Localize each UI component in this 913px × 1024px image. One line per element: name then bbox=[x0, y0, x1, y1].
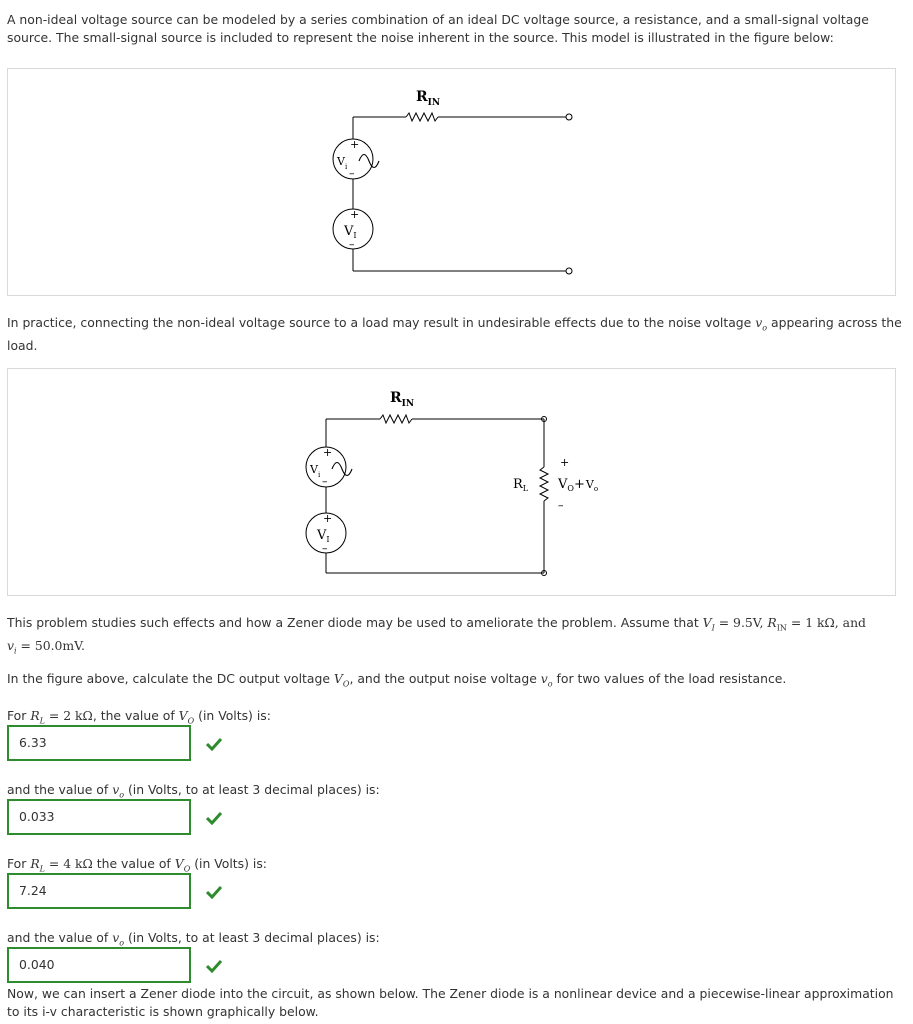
dc-plus-label-2: + bbox=[323, 512, 333, 525]
rin-label: R bbox=[416, 89, 428, 105]
intro-text: A non-ideal voltage source can be modeled by a series combination of an ideal DC voltage source, a resistance, and a small-signal voltage source. The small-signal source is included to represent the noise inherent in the source. This model is illustrated in the figure below: bbox=[7, 12, 869, 45]
ac-minus-label: – bbox=[349, 167, 355, 180]
problem-text: This problem studies such effects and how a Zener diode may be used to ameliorate the problem. Assume that $V_I = 9.5V$, $R_{IN} = 1$ kΩ, and $v_i = 50.0mV$. bbox=[7, 615, 866, 656]
question-3-label: For $R_L = 4$ kΩ the value of $V_O$ (in Volts) is: bbox=[7, 856, 267, 874]
answer-4-field[interactable]: 0.040 bbox=[7, 947, 191, 983]
svg-text:VI: $V_I$ bbox=[317, 528, 330, 544]
rin-label-2: R bbox=[390, 390, 402, 406]
answer-3-field[interactable]: 7.24 bbox=[7, 873, 191, 909]
check-icon bbox=[206, 885, 222, 899]
zener-text: Now, we can insert a Zener diode into the circuit, as shown below. The Zener diode is a nonlinear device and a piecewise-linear approximation to its i-v characteristic is shown graphically below. bbox=[7, 986, 894, 1019]
terminal-top bbox=[566, 114, 572, 120]
svg-text:RIN: $R_{IN}$ bbox=[390, 390, 415, 409]
vo-plus-label: + bbox=[560, 456, 570, 469]
question-2-label: and the value of $v_o$ (in Volts, to at least 3 decimal places) is: bbox=[7, 782, 380, 800]
question-1-label: For $R_L = 2$ kΩ, the value of $V_O$ (in Volts) is: bbox=[7, 708, 271, 726]
svg-text:VI: $V_I$ bbox=[344, 224, 357, 240]
check-icon bbox=[206, 811, 222, 825]
check-icon bbox=[206, 959, 222, 973]
vI-label: V bbox=[344, 224, 354, 239]
dc-plus-label: + bbox=[350, 208, 360, 221]
answer-2-field[interactable]: 0.033 bbox=[7, 799, 191, 835]
resistor-rl-symbol bbox=[540, 467, 548, 501]
practice-text: In practice, connecting the non-ideal voltage source to a load may result in undesirable effects due to the noise voltage $v_o$ appearing across the load. bbox=[7, 315, 902, 354]
question-4-label: and the value of $v_o$ (in Volts, to at least 3 decimal places) is: bbox=[7, 930, 380, 948]
resistor-rin-symbol bbox=[406, 113, 438, 121]
vi-label: V bbox=[337, 155, 345, 168]
svg-text:VO+Vo: $V_O+V_o$ bbox=[558, 477, 599, 493]
circuit-wires bbox=[353, 117, 566, 271]
answer-1-field[interactable]: 6.33 bbox=[7, 725, 191, 761]
ac-minus-label-2: – bbox=[322, 475, 328, 488]
figure-source-with-load bbox=[7, 368, 896, 596]
terminal-bottom bbox=[566, 268, 572, 274]
check-icon bbox=[206, 737, 222, 751]
svg-text:Vi: $V_i$ bbox=[337, 155, 348, 171]
calc-text: In the figure above, calculate the DC output voltage $V_O$, and the output noise voltage $v_o$ for two values of the load resistance. bbox=[7, 671, 787, 689]
ac-plus-label-2: + bbox=[323, 446, 333, 459]
vo-minus-label: – bbox=[558, 499, 564, 512]
dc-minus-label-2: – bbox=[322, 542, 328, 555]
dc-minus-label: – bbox=[349, 238, 355, 251]
svg-text:RL: $R_L$ bbox=[513, 477, 529, 493]
circuit-wires-load bbox=[326, 419, 544, 573]
vi-label-2: V bbox=[310, 463, 318, 476]
resistor-rin-symbol-2 bbox=[380, 415, 412, 423]
rl-label: R bbox=[513, 477, 523, 492]
vI-label-2: V bbox=[317, 528, 327, 543]
svg-text:Vi: $V_i$ bbox=[310, 463, 321, 479]
ac-plus-label: + bbox=[350, 138, 360, 151]
vo-label: V bbox=[558, 477, 568, 492]
svg-text:RIN: $R_{IN}$ bbox=[416, 89, 441, 108]
figure-source-model bbox=[7, 68, 896, 296]
